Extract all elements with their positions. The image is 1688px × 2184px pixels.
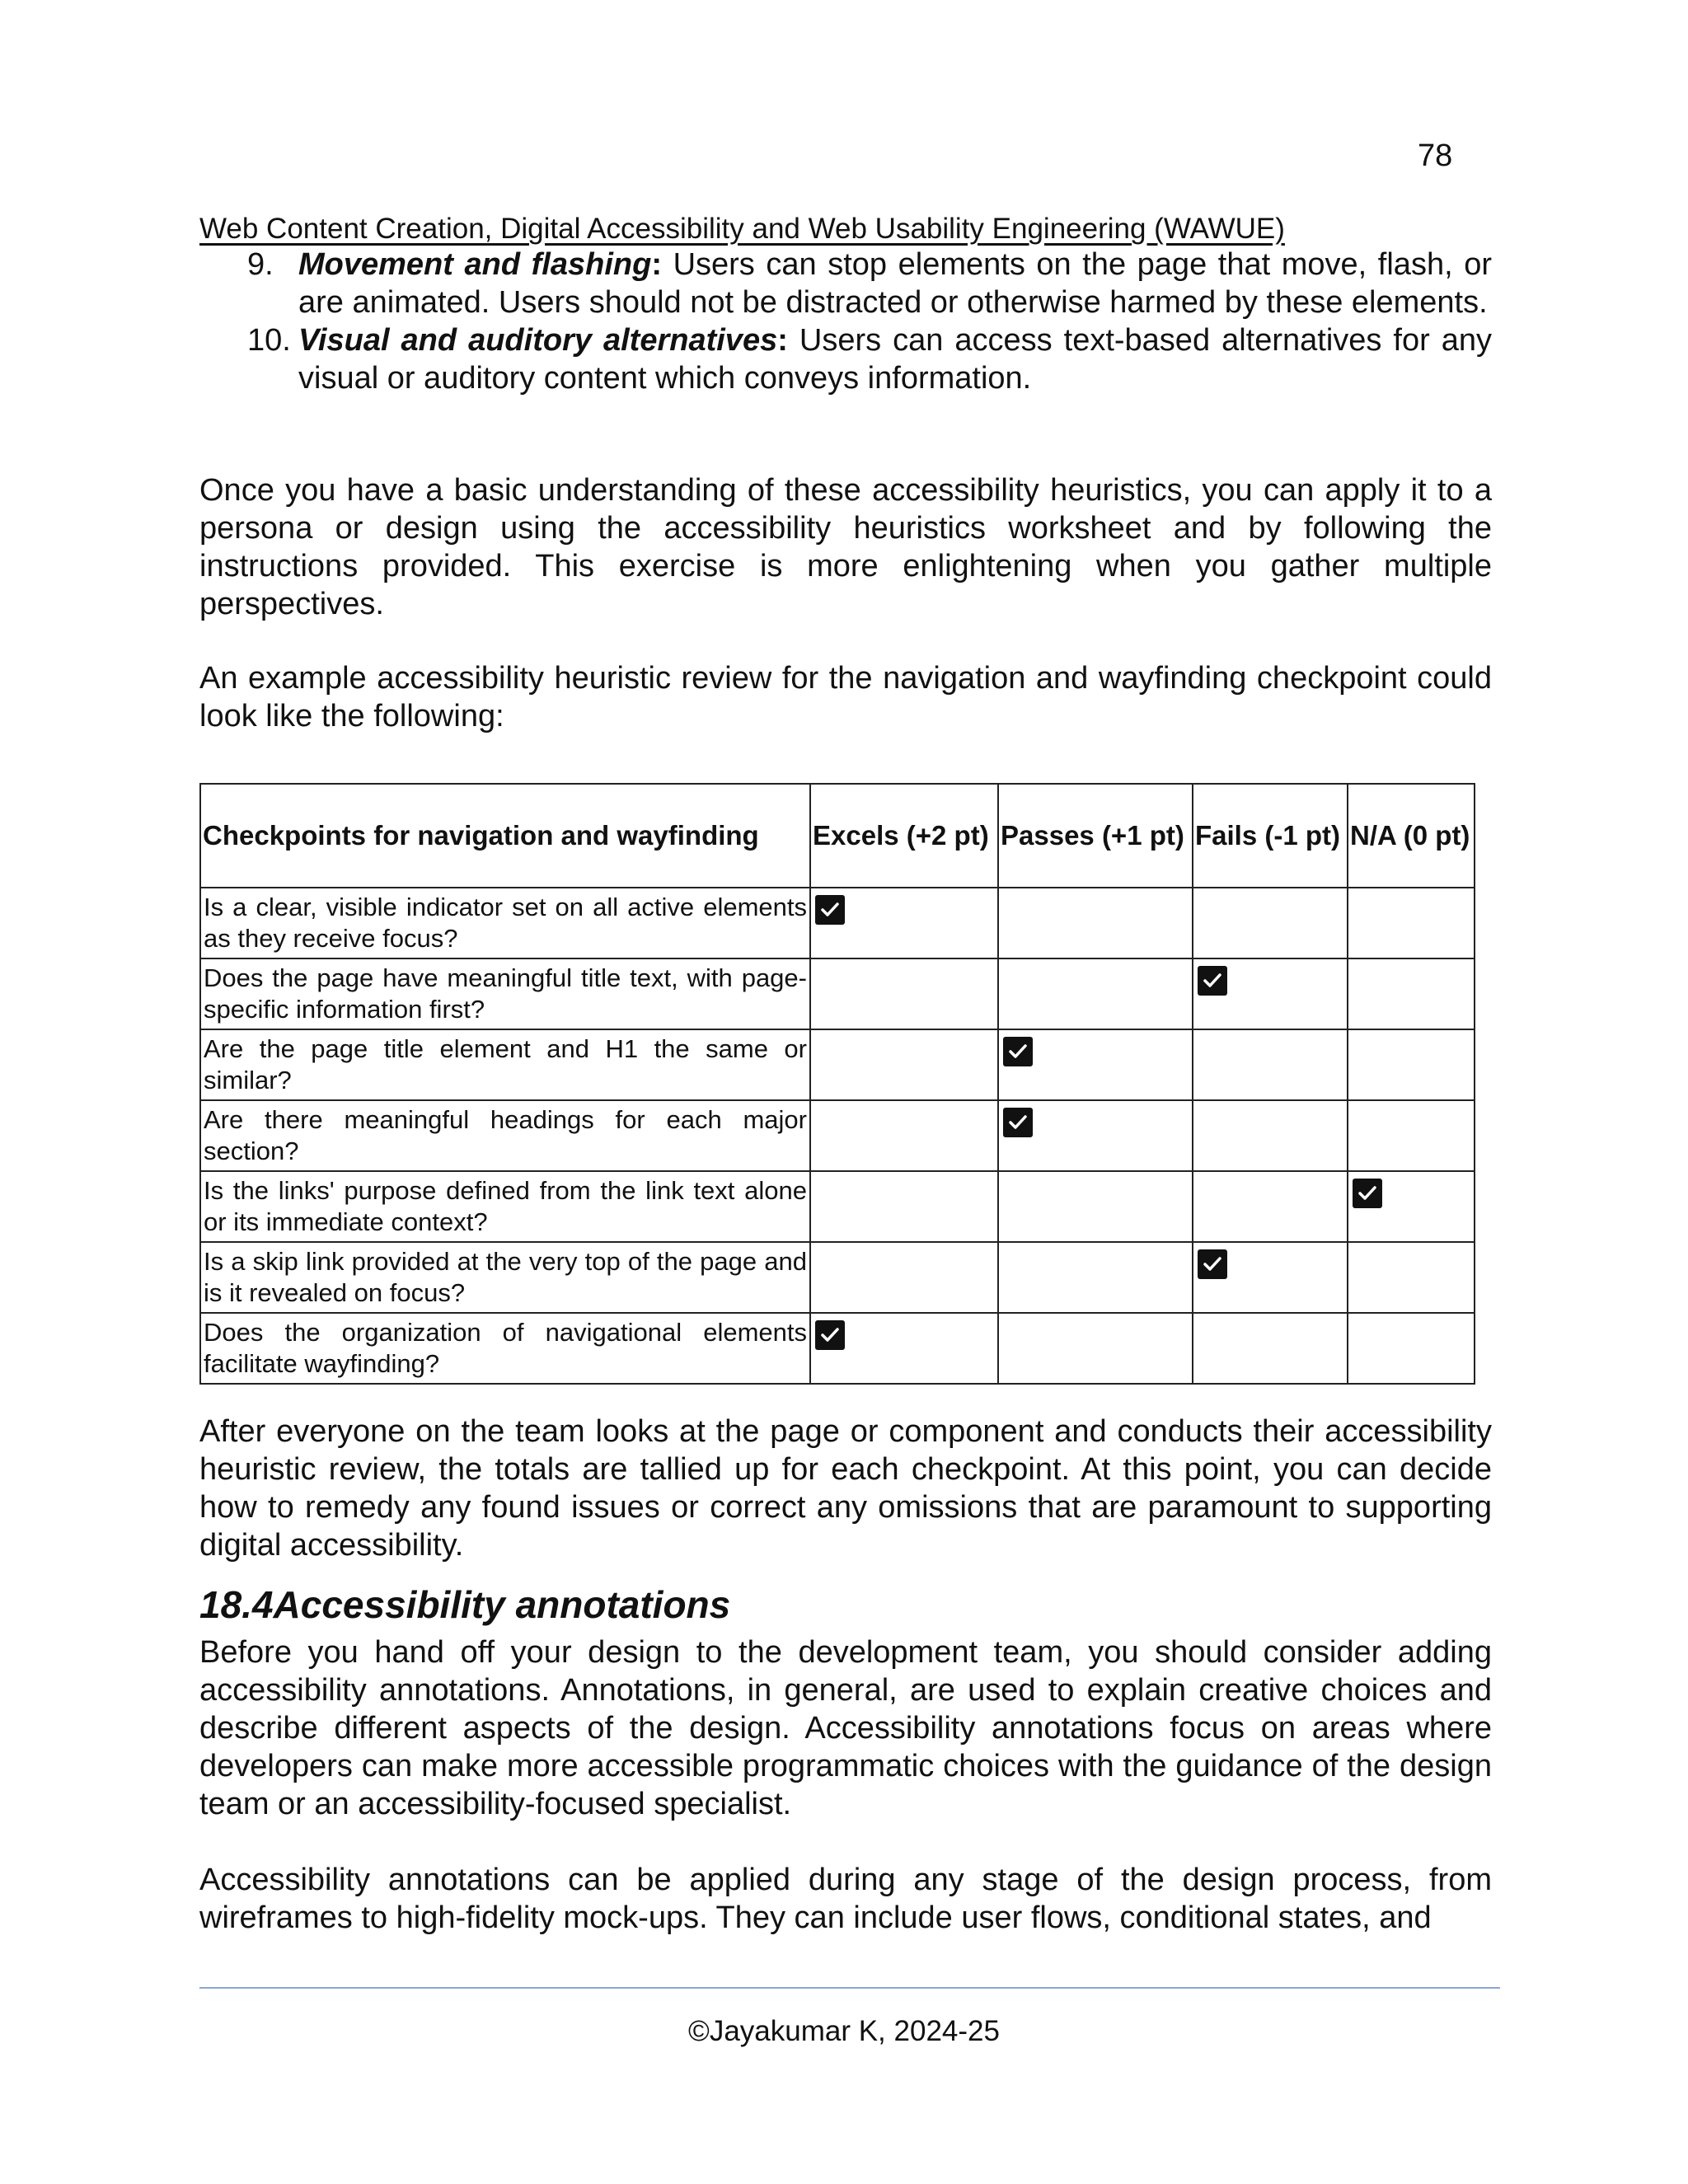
table-row: [200, 1313, 1475, 1384]
checkbox-checked-icon: [815, 895, 845, 925]
checkbox-checked-icon: [1198, 966, 1227, 996]
table-row: [200, 888, 1475, 958]
cell-excels: [810, 1171, 998, 1242]
cell-excels: [810, 958, 998, 1029]
list-item-text: Users can access text-based alternatives for any visual or auditory content which conveys information.: [298, 323, 1493, 396]
cell-passes: [998, 1242, 1193, 1313]
cell-fails: [1193, 958, 1348, 1029]
checkbox-checked-icon: [1198, 1249, 1227, 1279]
cell-passes: [998, 1029, 1193, 1100]
checkpoint-question: Is the links' purpose defined from the link text alone or its immediate context?: [200, 1171, 810, 1242]
running-header: Web Content Creation, Digital Accessibility and Web Usability Engineering (WAWUE): [199, 213, 1285, 245]
cell-passes: [998, 1171, 1193, 1242]
list-item-colon: :: [651, 247, 662, 282]
cell-na: [1348, 958, 1475, 1029]
section-number: 18.4: [199, 1583, 274, 1626]
paragraph-apply-heuristics: Once you have a basic understanding of these accessibility heuristics, you can apply it to a persona or design using the accessibility heuristics worksheet and by following the instructions provided. This exercise is more enlightening when you gather multiple perspectives.: [199, 473, 1492, 621]
list-item-number: 10.: [247, 323, 291, 358]
checkpoint-question: Is a skip link provided at the very top of the page and is it revealed on focus?: [200, 1242, 810, 1313]
cell-na: [1348, 1171, 1475, 1242]
cell-excels: [810, 1100, 998, 1171]
checkpoint-question: Is a clear, visible indicator set on all active elements as they receive focus?: [200, 888, 810, 958]
heuristics-list: [199, 246, 1492, 397]
list-item-text: Users can stop elements on the page that move, flash, or are animated. Users should not be distracted or otherwise harmed by these elements.: [298, 247, 1492, 320]
table-row: [200, 1029, 1475, 1100]
paragraph-annotations-stages: Accessibility annotations can be applied during any stage of the design process, from wireframes to high-fidelity mock-ups. They can include user flows, conditional states, and: [199, 1863, 1492, 1935]
column-header-fails: Fails (-1 pt): [1193, 784, 1348, 888]
list-item: [199, 246, 1492, 321]
section-title: Accessibility annotations: [273, 1583, 731, 1626]
column-header-excels: Excels (+2 pt): [810, 784, 998, 888]
cell-fails: [1193, 1100, 1348, 1171]
cell-na: [1348, 1313, 1475, 1384]
cell-na: [1348, 1100, 1475, 1171]
checkbox-checked-icon: [1003, 1108, 1033, 1137]
list-item-term: Movement and flashing: [298, 247, 652, 282]
table-row: [200, 1242, 1475, 1313]
cell-excels: [810, 888, 998, 958]
column-header-passes: Passes (+1 pt): [998, 784, 1193, 888]
checkpoint-question: Does the organization of navigational elements facilitate wayfinding?: [200, 1313, 810, 1384]
table-row: [200, 958, 1475, 1029]
cell-na: [1348, 1242, 1475, 1313]
cell-fails: [1193, 888, 1348, 958]
table-body: [200, 888, 1475, 1384]
cell-excels: [810, 1029, 998, 1100]
page-number: 78: [1418, 138, 1453, 173]
cell-excels: [810, 1242, 998, 1313]
cell-passes: [998, 1100, 1193, 1171]
checkpoint-question: Are there meaningful headings for each major section?: [200, 1100, 810, 1171]
cell-fails: [1193, 1242, 1348, 1313]
footer-copyright: ©Jayakumar K, 2024-25: [688, 2015, 1000, 2047]
table-header-row: [200, 784, 1475, 888]
checkpoint-question: Are the page title element and H1 the same or similar?: [200, 1029, 810, 1100]
list-item-number: 9.: [247, 247, 274, 282]
list-item: [199, 321, 1492, 397]
checkpoint-question: Does the page have meaningful title text, with page-specific information first?: [200, 958, 810, 1029]
cell-na: [1348, 888, 1475, 958]
cell-fails: [1193, 1029, 1348, 1100]
section-heading: [199, 1582, 730, 1627]
cell-fails: [1193, 1171, 1348, 1242]
cell-fails: [1193, 1313, 1348, 1384]
checkbox-checked-icon: [1353, 1179, 1382, 1208]
cell-passes: [998, 958, 1193, 1029]
table-row: [200, 1100, 1475, 1171]
cell-excels: [810, 1313, 998, 1384]
cell-passes: [998, 888, 1193, 958]
paragraph-tally: After everyone on the team looks at the page or component and conducts their accessibility heuristic review, the totals are tallied up for each checkpoint. At this point, you can decide how to remedy any found issues or correct any omissions that are paramount to supporting digital accessibility.: [199, 1414, 1492, 1563]
column-header-checkpoint: Checkpoints for navigation and wayfinding: [200, 784, 810, 888]
heuristic-review-table: [199, 783, 1475, 1385]
footer-divider: [199, 1987, 1500, 1989]
table-row: [200, 1171, 1475, 1242]
list-item-term: Visual and auditory alternatives: [298, 323, 778, 358]
checkbox-checked-icon: [815, 1320, 845, 1350]
cell-na: [1348, 1029, 1475, 1100]
column-header-na: N/A (0 pt): [1348, 784, 1475, 888]
paragraph-example-intro: An example accessibility heuristic review for the navigation and wayfinding checkpoint could look like the following:: [199, 661, 1492, 733]
list-item-colon: :: [777, 323, 788, 358]
cell-passes: [998, 1313, 1193, 1384]
checkbox-checked-icon: [1003, 1037, 1033, 1066]
paragraph-annotations-intro: Before you hand off your design to the development team, you should consider adding accessibility annotations. Annotations, in general, are used to explain creative choices and describe different aspects of the design. Accessibility annotations focus on areas where developers can make more accessible programmatic choices with the guidance of the design team or an accessibility-focused specialist.: [199, 1635, 1492, 1821]
